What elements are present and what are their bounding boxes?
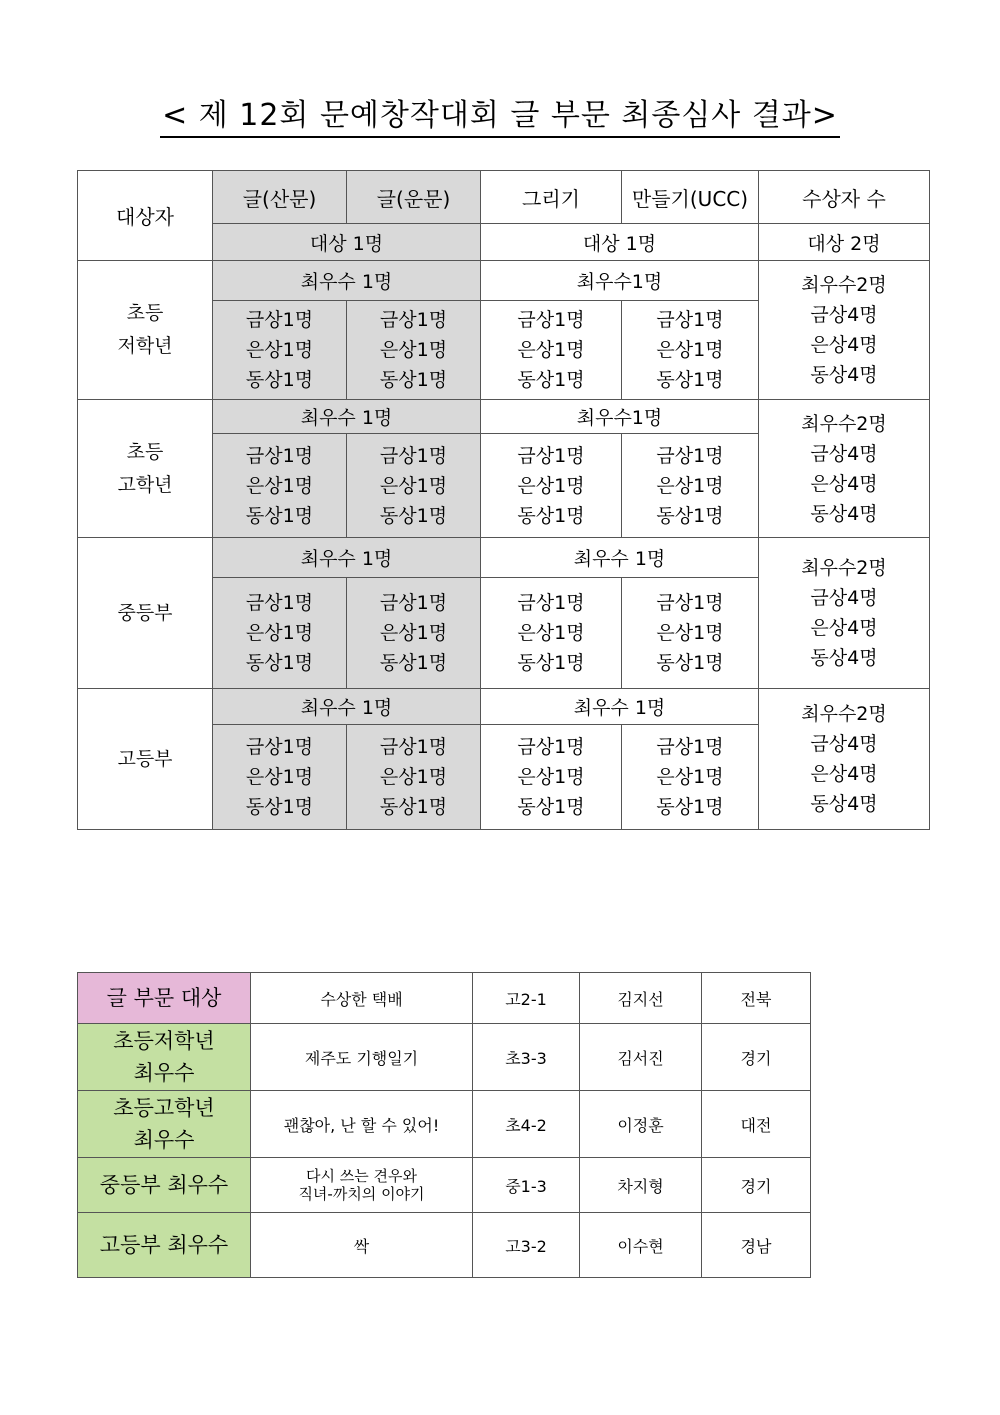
winner-grade: 초3-3 [473, 1024, 580, 1091]
award-item: 은상1명 [517, 622, 585, 644]
group-row [78, 538, 930, 578]
best-writing: 최우수 1명 [213, 400, 481, 434]
group-name-line1: 초등 [126, 440, 164, 463]
grand-total: 대상 2명 [759, 224, 930, 261]
award-item: 동상1명 [379, 652, 448, 674]
group-totals [759, 400, 930, 538]
group-totals [759, 689, 930, 830]
award-item: 동상1명 [656, 796, 724, 818]
best-writing: 최우수 1명 [213, 689, 481, 725]
group-name-line1: 고등부 [117, 747, 173, 770]
winner-name: 차지형 [580, 1158, 702, 1213]
best-art: 최우수1명 [481, 400, 759, 434]
total-item: 금상4명 [810, 442, 878, 465]
group-name [78, 538, 213, 689]
award-item: 금상1명 [517, 736, 585, 758]
total-item: 금상4명 [810, 587, 878, 609]
winner-category [78, 1158, 251, 1213]
work-line1: 싹 [353, 1236, 370, 1256]
best-writing: 최우수 1명 [213, 538, 481, 578]
award-item: 금상1명 [245, 736, 314, 758]
award-item: 동상1명 [517, 796, 585, 818]
award-cell [213, 725, 347, 830]
award-item: 동상1명 [656, 652, 724, 674]
award-item: 금상1명 [656, 592, 724, 614]
award-summary-table [77, 170, 930, 830]
award-item: 금상1명 [656, 309, 724, 331]
award-item: 동상1명 [245, 369, 314, 391]
group-name [78, 689, 213, 830]
category-line1: 초등고학년 [113, 1096, 215, 1120]
winner-grade: 고2-1 [473, 973, 580, 1024]
winner-name: 김지선 [580, 973, 702, 1024]
award-cell [213, 301, 347, 400]
winner-work-title [251, 973, 473, 1024]
winner-name: 이정훈 [580, 1091, 702, 1158]
category-line2: 최우수 [133, 1061, 195, 1085]
group-totals [759, 261, 930, 400]
award-cell [622, 301, 759, 400]
award-item: 동상1명 [656, 504, 724, 527]
award-item: 금상1명 [517, 309, 585, 331]
award-item: 동상1명 [517, 504, 585, 527]
award-item: 금상1명 [379, 444, 448, 467]
award-item: 금상1명 [517, 444, 585, 467]
group-row [78, 400, 930, 434]
award-item: 동상1명 [245, 796, 314, 818]
winner-grade: 고3-2 [473, 1213, 580, 1278]
winner-name: 이수현 [580, 1213, 702, 1278]
category-line1: 초등저학년 [113, 1029, 215, 1053]
best-art: 최우수 1명 [481, 538, 759, 578]
award-item: 은상1명 [517, 766, 585, 788]
award-cell [622, 434, 759, 538]
award-item: 금상1명 [379, 309, 448, 331]
award-cell [481, 434, 622, 538]
award-cell [481, 301, 622, 400]
winner-row [78, 1213, 811, 1278]
award-cell [347, 725, 481, 830]
total-item: 은상4명 [810, 472, 878, 495]
winner-grade: 초4-2 [473, 1091, 580, 1158]
award-cell [347, 578, 481, 689]
category-line1: 중등부 최우수 [99, 1173, 229, 1197]
header-count: 수상자 수 [759, 171, 930, 224]
total-item: 최우수2명 [801, 412, 887, 435]
winner-row [78, 1024, 811, 1091]
award-item: 은상1명 [245, 766, 314, 788]
total-item: 최우수2명 [801, 274, 887, 296]
total-item: 은상4명 [810, 617, 878, 639]
award-item: 금상1명 [245, 592, 314, 614]
group-row [78, 261, 930, 301]
award-item: 동상1명 [245, 652, 314, 674]
total-item: 최우수2명 [801, 703, 887, 725]
group-totals [759, 538, 930, 689]
best-art: 최우수 1명 [481, 689, 759, 725]
award-item: 동상1명 [379, 796, 448, 818]
header-verse: 글(운문) [347, 171, 481, 224]
group-name-line2: 고학년 [117, 473, 173, 496]
total-item: 은상4명 [810, 334, 878, 356]
header-target: 대상자 [78, 171, 213, 261]
award-item: 은상1명 [656, 766, 724, 788]
award-item: 은상1명 [245, 474, 314, 497]
winner-category [78, 1213, 251, 1278]
award-item: 금상1명 [656, 736, 724, 758]
total-item: 동상4명 [810, 364, 878, 386]
award-item: 은상1명 [656, 622, 724, 644]
award-item: 동상1명 [656, 369, 724, 391]
award-cell [347, 434, 481, 538]
winner-work-title [251, 1024, 473, 1091]
winner-row [78, 1091, 811, 1158]
winner-row [78, 1158, 811, 1213]
award-item: 은상1명 [379, 622, 448, 644]
award-item: 금상1명 [379, 736, 448, 758]
work-line1: 수상한 택배 [320, 989, 403, 1009]
winner-category [78, 973, 251, 1024]
award-cell [213, 434, 347, 538]
award-item: 동상1명 [379, 369, 448, 391]
work-line1: 제주도 기행일기 [304, 1048, 419, 1068]
winner-grade: 중1-3 [473, 1158, 580, 1213]
winners-table [77, 972, 811, 1278]
work-line2: 직녀-까치의 이야기 [298, 1185, 425, 1203]
best-art: 최우수1명 [481, 261, 759, 301]
group-name-line1: 중등부 [117, 601, 173, 624]
award-cell [347, 301, 481, 400]
winner-category [78, 1024, 251, 1091]
group-name [78, 400, 213, 538]
group-row [78, 689, 930, 725]
total-item: 금상4명 [810, 304, 878, 326]
award-item: 은상1명 [379, 339, 448, 361]
winner-name: 김서진 [580, 1024, 702, 1091]
award-item: 은상1명 [245, 339, 314, 361]
winner-work-title [251, 1091, 473, 1158]
header-prose: 글(산문) [213, 171, 347, 224]
award-item: 동상1명 [245, 504, 314, 527]
award-cell [481, 725, 622, 830]
award-item: 은상1명 [379, 474, 448, 497]
grand-art: 대상 1명 [481, 224, 759, 261]
total-item: 동상4명 [810, 793, 878, 815]
award-item: 금상1명 [656, 444, 724, 467]
award-item: 은상1명 [245, 622, 314, 644]
best-writing: 최우수 1명 [213, 261, 481, 301]
winner-row [78, 973, 811, 1024]
winner-region: 전북 [702, 973, 811, 1024]
winner-work-title [251, 1213, 473, 1278]
total-item: 은상4명 [810, 763, 878, 785]
total-item: 동상4명 [810, 647, 878, 669]
award-item: 금상1명 [245, 309, 314, 331]
award-item: 동상1명 [517, 369, 585, 391]
award-cell [622, 578, 759, 689]
page-title: < 제 12회 문예창작대회 글 부문 최종심사 결과> [0, 90, 1000, 134]
award-item: 동상1명 [517, 652, 585, 674]
award-cell [213, 578, 347, 689]
category-line1: 고등부 최우수 [99, 1233, 229, 1257]
header-making: 만들기(UCC) [622, 171, 759, 224]
category-line1: 글 부문 대상 [106, 986, 222, 1010]
winner-work-title [251, 1158, 473, 1213]
total-item: 최우수2명 [801, 557, 887, 579]
award-item: 금상1명 [517, 592, 585, 614]
winner-region: 대전 [702, 1091, 811, 1158]
award-item: 은상1명 [379, 766, 448, 788]
award-cell [622, 725, 759, 830]
winner-region: 경기 [702, 1158, 811, 1213]
group-name [78, 261, 213, 400]
grand-writing: 대상 1명 [213, 224, 481, 261]
award-item: 은상1명 [656, 339, 724, 361]
winner-category [78, 1091, 251, 1158]
work-line1: 괜찮아, 난 할 수 있어! [283, 1115, 440, 1135]
award-item: 금상1명 [379, 592, 448, 614]
work-line1: 다시 쓰는 견우와 [306, 1167, 417, 1185]
group-name-line1: 초등 [126, 302, 164, 324]
award-cell [481, 578, 622, 689]
total-item: 동상4명 [810, 502, 878, 525]
group-name-line2: 저학년 [117, 335, 173, 357]
category-line2: 최우수 [133, 1128, 195, 1152]
winner-region: 경남 [702, 1213, 811, 1278]
award-item: 은상1명 [517, 339, 585, 361]
winner-region: 경기 [702, 1024, 811, 1091]
award-item: 은상1명 [656, 474, 724, 497]
award-item: 금상1명 [245, 444, 314, 467]
award-item: 동상1명 [379, 504, 448, 527]
award-item: 은상1명 [517, 474, 585, 497]
header-drawing: 그리기 [481, 171, 622, 224]
total-item: 금상4명 [810, 733, 878, 755]
